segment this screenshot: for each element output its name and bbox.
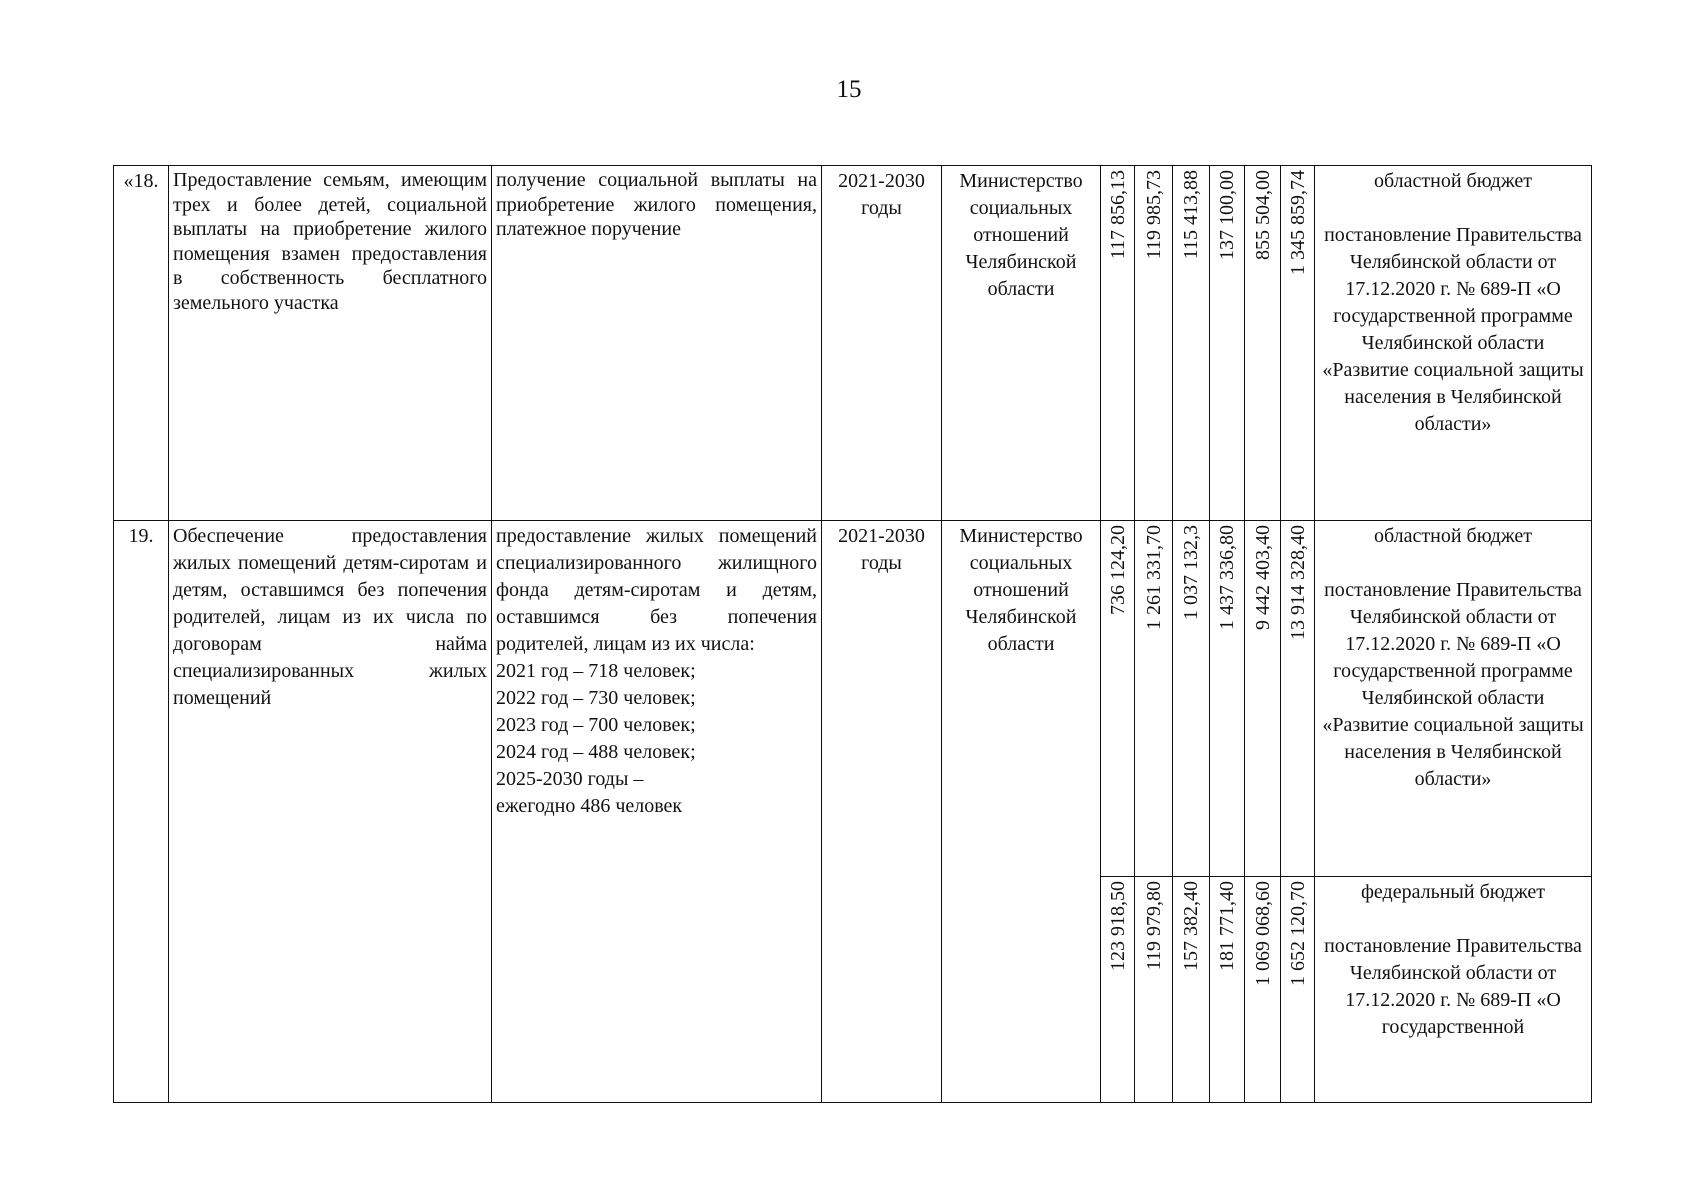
- amount-cell: [1210, 521, 1245, 877]
- period-cell: 2021-2030 годы: [822, 166, 942, 521]
- amount-2025-2030: 9 442 403,40: [1251, 525, 1274, 630]
- indicator-line: 2023 год – 700 человек;: [496, 714, 696, 736]
- legal-basis: постановление Правительства Челябинской области от 17.12.2020 г. № 689-П «О государственной программе Челябинской области «Развитие социальной защиты населения в Челябинской области»: [1322, 579, 1584, 790]
- table-row: [114, 521, 1592, 877]
- funding-source-cell: [1315, 166, 1592, 521]
- indicator-line: 2022 год – 730 человек;: [496, 687, 696, 709]
- executor-cell: Министерство социальных отношений Челябинской области: [942, 521, 1101, 1103]
- amount-2023: 1 037 132,3: [1180, 525, 1202, 620]
- amount-2022: 1 261 331,70: [1142, 525, 1165, 630]
- amount-2024: 181 771,40: [1216, 881, 1238, 971]
- activity-name: Предоставление семьям, имеющим трех и более детей, социальной выплаты на приобретение жилого помещения взамен предоставления в собственность бесплатного земельного участка: [169, 166, 492, 521]
- spacer: [1319, 550, 1587, 577]
- amount-cell: [1245, 877, 1281, 1103]
- amount-cell: [1173, 521, 1210, 877]
- indicator-line: ежегодно 486 человек: [496, 795, 683, 817]
- amount-cell: [1245, 521, 1281, 877]
- executor-cell: Министерство социальных отношений Челябинской области: [942, 166, 1101, 521]
- amount-cell: [1173, 166, 1210, 521]
- indicator-line: 2021 год – 718 человек;: [496, 660, 696, 682]
- amount-cell: [1281, 877, 1315, 1103]
- funding-source: федеральный бюджет: [1360, 881, 1546, 903]
- amount-total: 1 345 859,74: [1286, 170, 1309, 275]
- amount-cell: [1101, 877, 1135, 1103]
- amount-2025-2030: 1 069 068,60: [1251, 881, 1274, 986]
- amount-cell: [1210, 166, 1245, 521]
- indicator-line: 2025-2030 годы –: [496, 768, 644, 790]
- amount-2023: 115 413,88: [1180, 170, 1202, 260]
- amount-cell: [1281, 521, 1315, 877]
- funding-source-cell: [1315, 521, 1592, 877]
- amount-cell: [1245, 166, 1281, 521]
- amount-cell: [1135, 166, 1173, 521]
- amount-cell: [1281, 166, 1315, 521]
- spacer: [1319, 906, 1587, 933]
- indicator-text: получение социальной выплаты на приобретение жилого помещения, платежное поручение: [492, 166, 822, 521]
- amount-cell: [1135, 877, 1173, 1103]
- legal-basis: постановление Правительства Челябинской области от 17.12.2020 г. № 689-П «О государственной программе Челябинской области «Развитие социальной защиты населения в Челябинской области»: [1322, 224, 1584, 435]
- period-cell: 2021-2030 годы: [822, 521, 942, 1103]
- amount-cell: [1210, 877, 1245, 1103]
- legal-basis: постановление Правительства Челябинской области от 17.12.2020 г. № 689-П «О государственной: [1324, 935, 1582, 1038]
- amount-2025-2030: 855 504,00: [1251, 170, 1274, 260]
- amount-2023: 157 382,40: [1180, 881, 1202, 971]
- amount-2022: 119 979,80: [1142, 881, 1165, 971]
- funding-source-cell: [1315, 877, 1592, 1103]
- table-row: [114, 166, 1592, 521]
- amount-cell: [1135, 521, 1173, 877]
- amount-2021: 123 918,50: [1106, 881, 1129, 971]
- amount-2024: 1 437 336,80: [1216, 525, 1238, 630]
- funding-source: областной бюджет: [1373, 170, 1532, 192]
- amount-total: 1 652 120,70: [1286, 881, 1309, 986]
- row-number: 19.: [114, 521, 169, 1103]
- activity-name: Обеспечение предоставления жилых помещений детям-сиротам и детям, оставшимся без попечения родителей, лицам из их числа по договорам найма специализированных жилых помещений: [169, 521, 492, 1103]
- page-number: 15: [836, 76, 862, 103]
- spacer: [1319, 195, 1587, 222]
- row-number: «18.: [114, 166, 169, 521]
- amount-total: 13 914 328,40: [1286, 525, 1309, 640]
- amount-2022: 119 985,73: [1142, 170, 1165, 260]
- indicator-intro: предоставление жилых помещений специализированного жилищного фонда детям-сиротам и детям, оставшимся без попечения родителей, лицам из их числа:: [496, 525, 817, 655]
- amount-cell: [1173, 877, 1210, 1103]
- indicator-cell: [492, 521, 822, 1103]
- funding-source: областной бюджет: [1373, 525, 1532, 547]
- indicator-line: 2024 год – 488 человек;: [496, 741, 696, 763]
- amount-cell: [1101, 521, 1135, 877]
- amount-2024: 137 100,00: [1216, 170, 1238, 260]
- program-activities-table: [113, 165, 1592, 1103]
- amount-2021: 117 856,13: [1106, 170, 1129, 260]
- amount-2021: 736 124,20: [1106, 525, 1129, 615]
- amount-cell: [1101, 166, 1135, 521]
